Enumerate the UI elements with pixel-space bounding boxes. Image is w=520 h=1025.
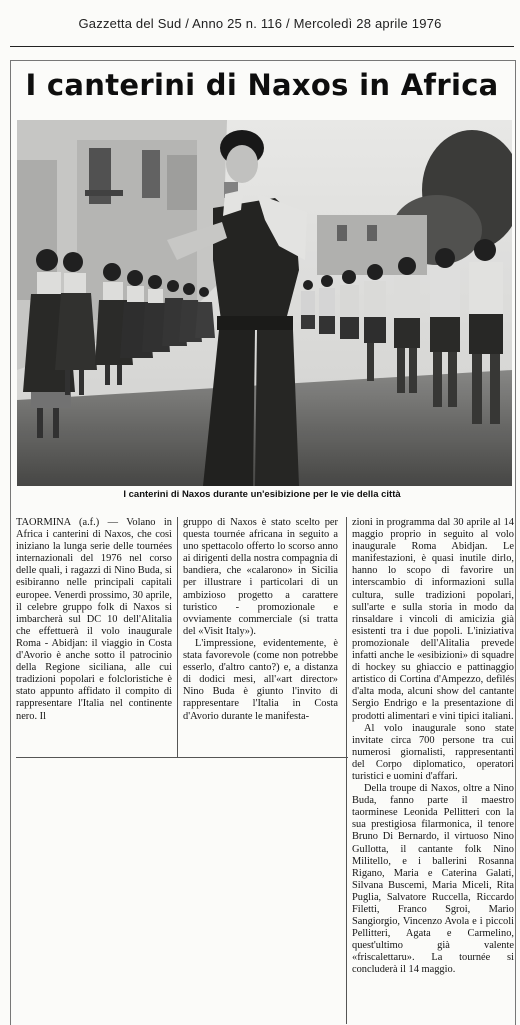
column-3-paragraph: Al volo inaugurale sono state invitate circa 700 persone tra cui numerosi giornalisti, rappresentanti del Corpo diplomatico, operatori turistici e uomini d'affari. (352, 722, 514, 782)
article-headline: I canterini di Naxos in Africa (25, 68, 499, 102)
article-column-1 (16, 517, 172, 755)
column-divider (177, 517, 178, 757)
column-divider (346, 517, 347, 1024)
column-3-paragraph: Della troupe di Naxos, oltre a Nino Buda, fanno parte il maestro taorminese Leonida Pellitteri con la sua prestigiosa filarmonica, il tenore Bruno Di Bernardo, il virtuoso Nino Gullotta, il cantante folk Nino Militello, e i ballerini Rosanna Rigano, Maria e Caterina Galati, Silvana Buscemi, Maria Miceli, Rita Puglia, Salvatore Ruccella, Riccardo Filetti, Franco Sgroi, Mario Sangiorgio, Vincenzo Avola e i piccoli Pellitteri, Agata e Carmelino, quest'ultimo già valente «friscalettaru». La tournée si concluderà il 14 maggio. (352, 783, 514, 976)
section-rule (16, 757, 348, 758)
article-photo (17, 120, 512, 486)
masthead-rule (10, 46, 514, 47)
article-column-2 (183, 517, 338, 755)
photo-caption: I canterini di Naxos durante un'esibizione per le vie della città (123, 489, 401, 500)
article-column-3 (352, 517, 514, 1024)
column-3-paragraph: zioni in programma dal 30 aprile al 14 maggio proprio in seguito al volo inaugurale Roma Abidjan. Le manifestazioni, è quasi inutile dirlo, hanno lo scopo di favorire un interscambio di informazioni sulla cultura, sulle tradizioni popolari, sull'arte e sulla storia in modo da rinsaldare i vincoli di amicizia già esistenti tra i due popoli. L'iniziativa promozionale dell'Alitalia prevede infatti anche le «esibizioni» di squadre di hockey su ghiaccio e pattinaggio artistico di Cortina d'Ampezzo, defilés d'alta moda, alcuni show del cantante Sergio Endrigo e la presentazione di prodotti alimentari e vini tipici italiani. (352, 517, 514, 722)
column-2-paragraph: gruppo di Naxos è stato scelto per questa tournée africana in seguito a uno spettacolo offerto lo scorso anno ai dirigenti della nostra compagnia di bandiera, che «calarono» in Sicilia per illustrare i particolari di un ambizioso progetto a carattere turistico - promozionale e ovviamente commerciale (si tratta del «Visit Italy»). (183, 517, 338, 637)
column-1-paragraph: TAORMINA (a.f.) — Volano in Africa i canterini di Naxos, che così iniziano la lunga serie delle tournées internazionali del 1976 nel corso delle quali, i ragazzi di Nino Buda, si esibiranno nelle principali capitali europee. Venerdì prossimo, 30 aprile, il celebre gruppo folk di Naxos si imbarcherà sul DC 10 dell'Alitalia che effettuerà il volo inaugurale Roma - Abidjan: il viaggio in Costa d'Avorio è anche sotto il patrocinio della Regione siciliana, alle cui tradizioni popolari e folcloristiche è stato appunto affidato il compito di rappresentare l'Italia nel continente nero. Il (16, 517, 172, 722)
newspaper-masthead: Gazzetta del Sud / Anno 25 n. 116 / Mercoledì 28 aprile 1976 (78, 16, 442, 31)
column-2-paragraph: L'impressione, evidentemente, è stata favorevole (come non potrebbe esserlo, d'altro canto?) e, a distanza di dodici mesi, all'«art director» Nino Buda è giunto l'invito di rappresentare l'Italia in Costa d'Avorio durante le manifesta- (183, 637, 338, 722)
folk-group-photo-illustration (17, 120, 512, 486)
